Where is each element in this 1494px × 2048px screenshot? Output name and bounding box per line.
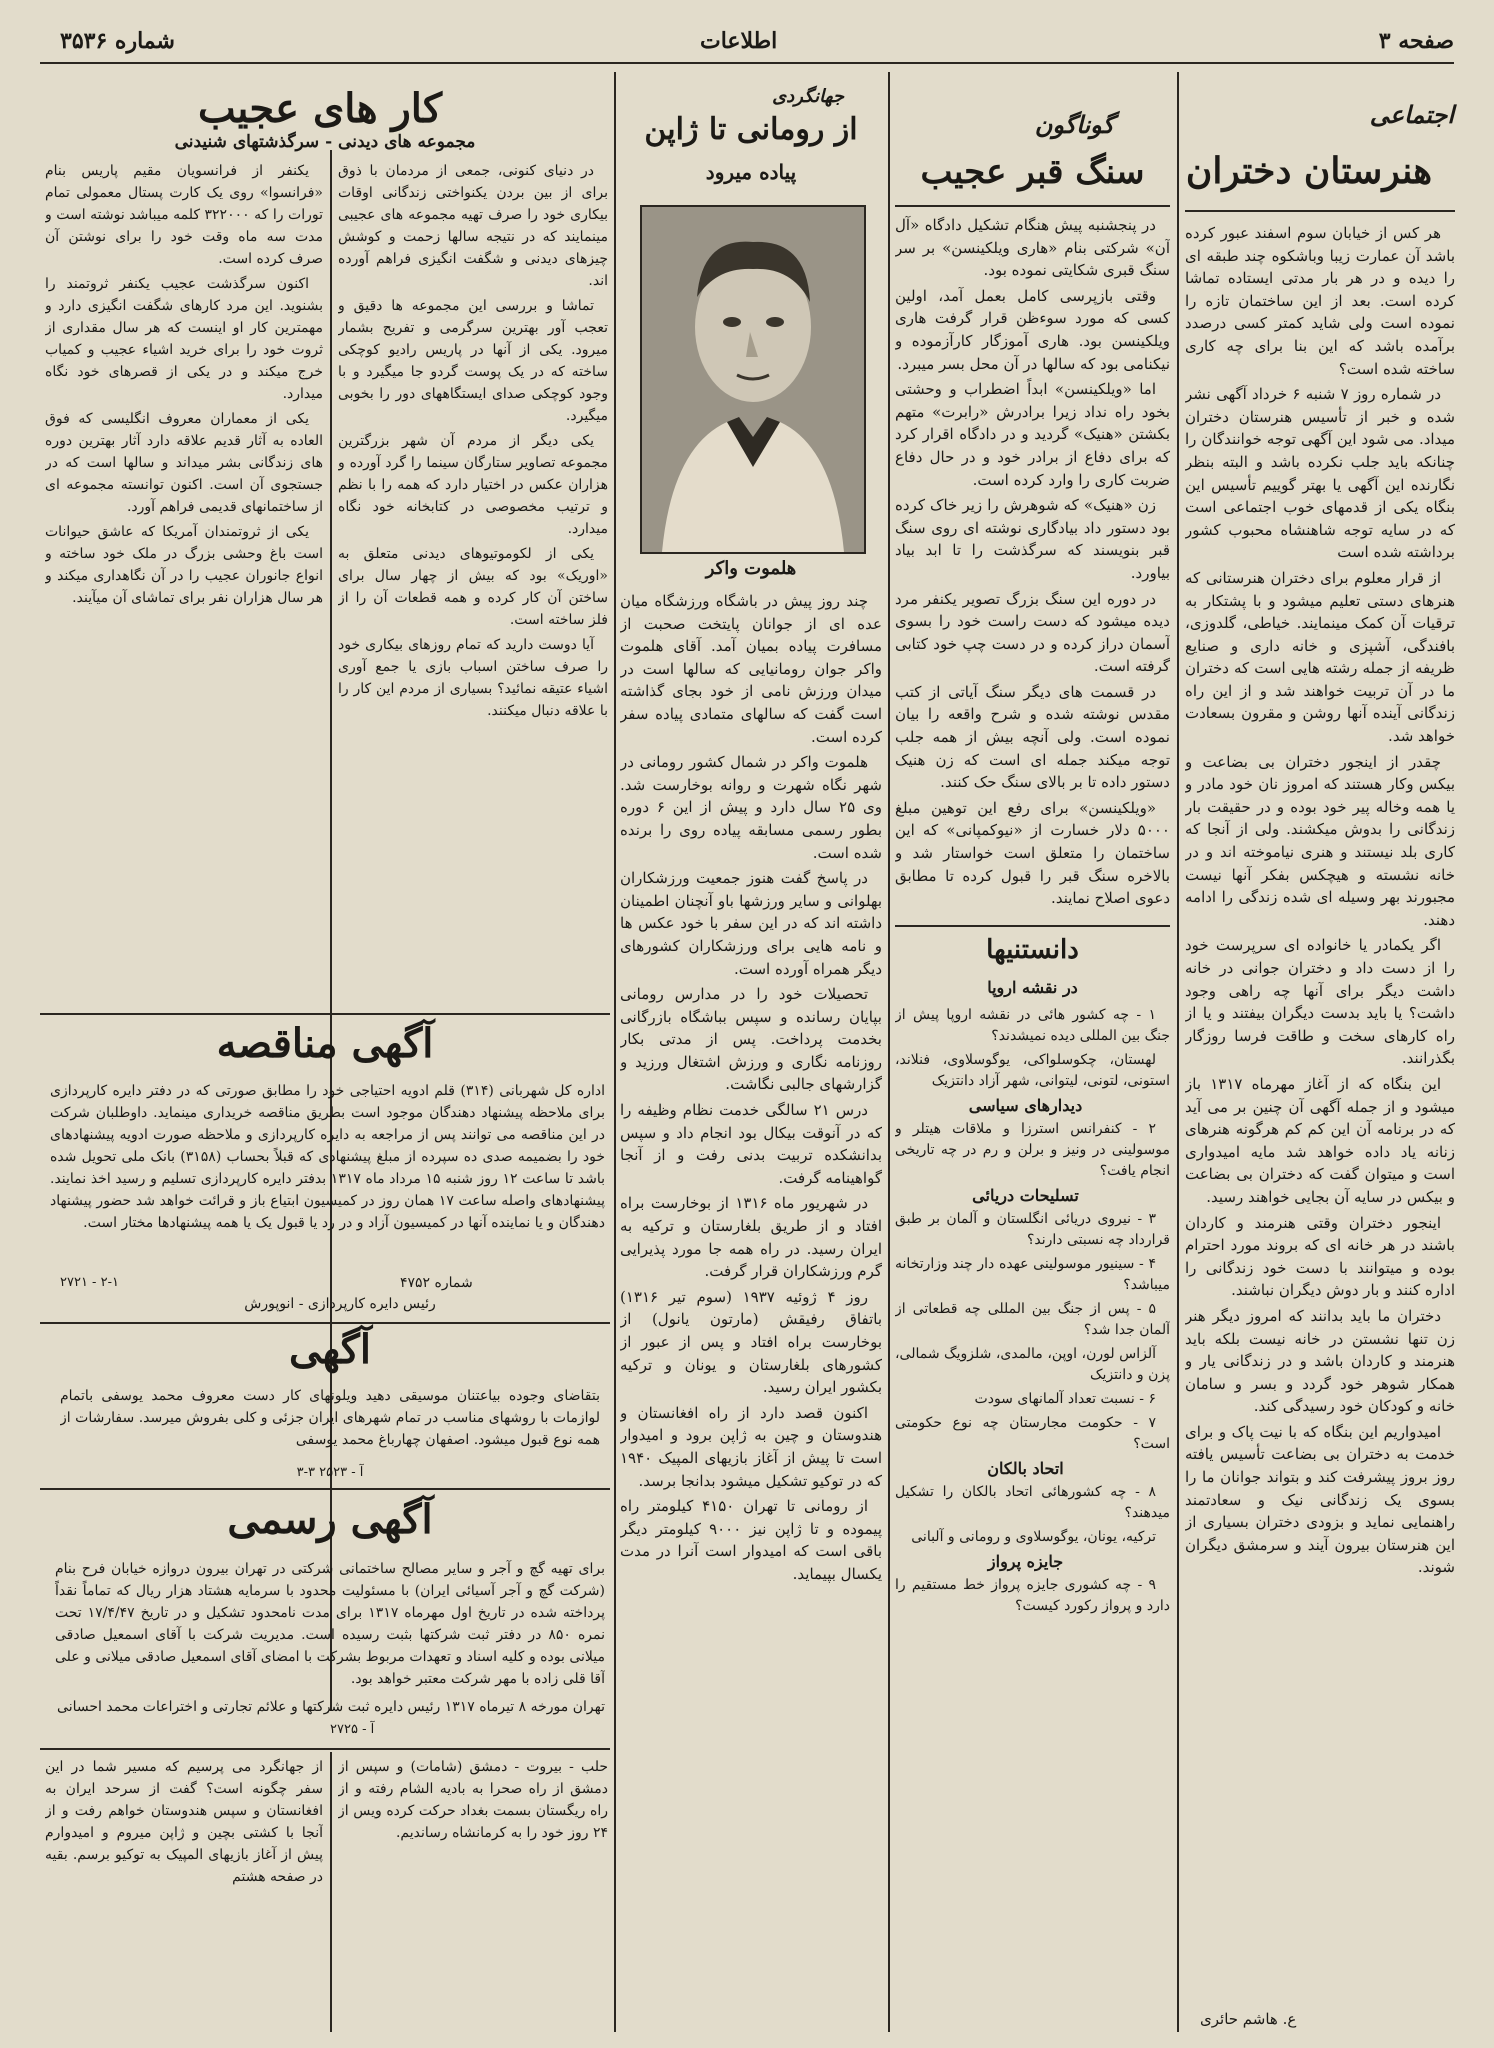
paragraph: «ویلکینسن» برای رفع این توهین مبلغ ۵۰۰۰ دلار خسارت از «نیوکمپانی» که این ساختمان را متعلق است خواستار شد و بالاخره سنگ قبر را قبول کرده تا مطابق دعوی اصلاح نمایند.: [895, 798, 1170, 908]
article-body: [620, 590, 882, 2030]
paragraph: در قسمت های دیگر سنگ آیاتی از کتب مقدس نوشته شده و شرح واقعه را بیان نموده است. ولی آنچه بیش از همه جلب توجه میکند جمله ای است که زن هنیک دستور داده تا بر بالای سنگ حک کنند.: [895, 682, 1170, 792]
article-title: از رومانی تا ژاپن: [644, 112, 858, 147]
trivia-item: ۴ - سینیور موسولینی عهده دار چند وزارتخانه میباشد؟: [895, 1256, 1170, 1293]
trivia-heading: جایزه پرواز: [987, 1552, 1064, 1571]
photo-caption: هلموت واکر: [705, 558, 797, 579]
trivia-item: ۸ - چه کشورهائی اتحاد بالکان را تشکیل میدهند؟: [895, 1484, 1170, 1521]
trivia-item: ۶ - نسبت تعداد آلمانهای سودت: [974, 1391, 1156, 1407]
paragraph: چقدر از اینجور دختران بی بضاعت و بیکس وکار هستند که امروز نان خود مادر و یا همه وخاله پیر خود بوده و در حقیقت بار زندگانی را بدوش میکشند. ولی از آنجا که کاری بلد نیستند و هنری نیاموخته اند و در خانه نشسته و هیچکس بفکر آنها نیست مجبورند بهر وسیله ای شده زندگی را ادامه دهند.: [1185, 752, 1455, 929]
continued-text-left: از جهانگرد می پرسیم که مسیر شما در این سفر چگونه است؟ گفت از سرحد ایران به افغانستان و سپس هندوستان خواهم رفت و از آنجا با کشتی بچین و ژاپن میروم و امیدوارم پیش از آغاز بازیهای المپیک به توکیو برسم. بقیه در صفحه هشتم: [45, 1759, 323, 1885]
trivia-item: ۹ - چه کشوری جایزه پرواز خط مستقیم را دارد و پرواز رکورد کیست؟: [895, 1577, 1170, 1614]
paragraph: هلموت واکر در شمال کشور رومانی در شهر نگاه شهرت و روانه بوخارست شد. وی ۲۵ سال دارد و پیش از این ۶ دوره بطور رسمی مسابقه پیاده روی را برنده شده است.: [620, 753, 882, 862]
ad-body: برای تهیه گچ و آجر و سایر مصالح ساختمانی شرکتی در تهران بیرون دروازه خیابان فرح بنام (شرکت گچ و آجر آسیائی ایران) با مسئولیت محدود با سرمایه هشتاد هزار ریال که تماماً نقداً پرداخته شده در تاریخ اول مهرماه ۱۳۱۷ برای مدت نامحدود تشکیل و در تاریخ ۱۷/۴/۴۷ تحت نمره ۸۵۰ در دفتر ثبت شرکتها بثبت رسیده است. مدیریت شرکت با آقای اسمعیل صادقی میلانی بوده و کلیه اسناد و تعهدات مربوط بشرکت با امضای آقای اسمعیل صادقی میلانی و علی آقا قلی زاده با مهر شرکت معتبر خواهد بود.: [55, 1561, 605, 1687]
article-body-right: [338, 160, 608, 1000]
paragraph: در دنیای کنونی، جمعی از مردمان با ذوق برای از بین بردن یکنواختی زندگانی اوقات بیکاری خود را صرف تهیه مجموعه های عجیبی مینمایند که در نتیجه سالها زحمت و کوشش چیزهای دیدنی و شگفت انگیزی فراهم آورده اند.: [338, 163, 608, 289]
paragraph: تحصیلات خود را در مدارس رومانی بپایان رسانده و سپس بباشگاه بازرگانی بخدمت پرداخت. پس از مدتی بکار روزنامه نگاری و ورزش اشتغال ورزید و گزارشهای جالبی نگاشت.: [620, 985, 882, 1094]
col-divider: [614, 72, 616, 2032]
paragraph: اما «ویلکینسن» ابداً اضطراب و وحشتی بخود راه نداد زیرا برادرش «رابرت» متهم بکشتن «هنیک» گردید و در دادگاه اقرار کرد که برای دفاع از برادر خود و در حال دفاع ضربت کاری را وارد کرده است.: [895, 380, 1170, 489]
ad-title: آگهی مناقصه: [216, 1020, 434, 1067]
paragraph: اینجور دختران وقتی هنرمند و کاردان باشند در هر خانه ای که بروند مورد احترام بوده و میتوانند با دست خود زندگانی را اداره کنند و بار دوش دیگران نباشند.: [1185, 1213, 1455, 1300]
header-rule: [40, 62, 1454, 64]
paragraph: روز ۴ ژوئیه ۱۹۳۷ (سوم تیر ۱۳۱۶) باتفاق رفیقش (مارتون یانول) از بوخارست براه افتاد و پس از عبور از کشورهای بلغارستان و یونان و ترکیه بکشور ایران رسید.: [620, 1287, 882, 1397]
issue-number: شماره ۳۵۳۶: [60, 28, 175, 54]
portrait-photo: [640, 205, 866, 554]
trivia-item: لهستان، چکوسلواکی، یوگوسلاوی، فنلاند، استونی، لتونی، لیتوانی، شهر آزاد دانتزیک: [895, 1052, 1170, 1089]
paragraph: هر کس از خیابان سوم اسفند عبور کرده باشد آن عمارت زیبا وباشکوه چند طبقه ای را دیده و در هر بار مدتی ایستاده تماشا کرده است. بعد از این ساختمان تازه را نموده است ولی شاید کمتر کسی درصدد برآمده باشد که این بنا برای چه کاری ساخته شده است؟: [1185, 224, 1455, 378]
ad-code: ۲۷۲۱ - ۲-۱: [60, 1275, 119, 1290]
article-body: [1185, 222, 1455, 2012]
trivia-heading: اتحاد بالکان: [987, 1459, 1064, 1478]
paragraph: در پاسخ گفت هنوز جمعیت ورزشکاران بهلوانی و سایر ورزشها باو آنچنان اطمینان داشته اند که در این سفر با خود عکس ها و نامه هایی برای ورزشکاران کشورهای دیگر همراه آورده است.: [620, 869, 882, 978]
paragraph: در پنجشنبه پیش هنگام تشکیل دادگاه «آل آن» شرکتی بنام «هاری ویلکینسن» بر سر سنگ قبری شکایتی نموده بود.: [895, 216, 1170, 280]
section-kicker: گوناگون: [1034, 110, 1114, 139]
ad-footer: تهران مورخه ۸ تیرماه ۱۳۱۷ رئیس دایره ثبت شرکتها و علائم تجارتی و اختراعات محمد احسانی: [57, 1699, 605, 1715]
paragraph: از قرار معلوم برای دختران هنرستانی که هنرهای دستی تعلیم میشود و با پشتکار به ترقیات آن کمک مینمایند. خیاطی، گلدوزی، بافندگی، آشپزی و خانه داری و صنایع ظریفه از جمله رشته هایی است که دختران ما در آن تربیت خواهند شد و از این راه زندگانی آینده آنها روشن و مقرون بسعادت خواهد شد.: [1185, 568, 1455, 746]
trivia-heading: تسلیحات دریائی: [972, 1186, 1079, 1205]
section-kicker: اجتماعی: [1369, 100, 1454, 129]
trivia-item: ترکیه، یونان، یوگوسلاوی و رومانی و آلبانی: [911, 1529, 1156, 1545]
paragraph: اگر یکمادر یا خانواده ای سرپرست خود را از دست داد و دختران جوانی در خانه داشت دیگر برای آنها چه راهی وجود داشت؟ یا باید بدست دیگران بیفتند و یا از راه کارهای سخت و طاقت فرسا روزگار بگذرانند.: [1185, 936, 1455, 1068]
masthead: اطلاعات: [700, 28, 778, 54]
article-title: کار های عجیب: [197, 85, 443, 132]
trivia-item: ۵ - پس از جنگ بین المللی چه قطعاتی از آلمان جدا شد؟: [895, 1301, 1170, 1338]
paragraph: دختران ما باید بدانند که امروز دیگر هنر زن تنها نشستن در خانه نیست بلکه باید هنرمند و کاردان باشد و در زندگانی یار و همکار شوهر خود گردد و بسر و سامان خانه و کودکان خود رسیدگی کند.: [1185, 1306, 1455, 1416]
ad-body: بتقاضای وجوده بیاعتنان موسیقی دهید ویلونهای کار دست معروف محمد یوسفی باتمام لوازمات با روشهای مناسب در تمام شهرهای ایران جزئی و کلی بفروش میرسد. سفارشات از همه نوع قبول میشود. اصفهان چهارباغ محمد یوسفی: [60, 1388, 600, 1448]
paragraph: اکنون سرگذشت عجیب یکنفر ثروتمند را بشنوید. این مرد کارهای شگفت انگیزی دارد و مهمترین کار او اینست که هر سال مقداری از ثروت خود را برای خرید اشیاء عجیب و کمیاب خرج میکند و در یکی از قصرهای خود نگاه میدارد.: [45, 276, 323, 402]
ad-title: آگهی رسمی: [227, 1496, 433, 1543]
article-title: هنرستان دختران: [1185, 150, 1433, 192]
trivia-item: ۱ - چه کشور هائی در نقشه اروپا پیش از جنگ بین المللی دیده نمیشدند؟: [895, 1007, 1170, 1044]
section-rule: [895, 925, 1170, 927]
trivia-list: [895, 1005, 1170, 2025]
paragraph: آیا دوست دارید که تمام روزهای بیکاری خود را صرف ساختن اسباب بازی یا جمع آوری اشیاء عتیقه نمائید؟ بسیاری از مردم این کار را با علاقه دنبال میکنند.: [338, 637, 608, 719]
paragraph: این بنگاه که از آغاز مهرماه ۱۳۱۷ باز میشود و از جمله آگهی آن چنین بر می آید که در برنامه آن این کم کم هرگونه هنرهای زنانه یاد داده خواهد شد مایه امیدواری است و میتوان گفت که دختران بی بضاعت و بیکس در سایه آن بجایی خواهند رسید.: [1185, 1074, 1455, 1206]
paragraph: درس ۲۱ سالگی خدمت نظام وظیفه را که در آنوقت بیکال بود انجام داد و سپس بدانشکده تربیت بدنی رفت و از آنجا گواهینامه گرفت.: [620, 1101, 882, 1187]
paragraph: یکی از لکوموتیوهای دیدنی متعلق به «اوریک» بود که بیش از چهار سال برای ساختن آن کار کرده و همه قطعات آن را از فلز ساخته است.: [338, 546, 608, 628]
ad-code: آ - ۲۷۲۵: [330, 1722, 375, 1737]
paragraph: اکنون قصد دارد از راه افغانستان و هندوستان و چین به ژاپن برود و امیدوار است تا پیش از آغاز بازیهای المپیک ۱۹۴۰ که در توکیو تشکیل میشود بدانجا برسد.: [620, 1403, 882, 1490]
col-divider: [330, 1752, 332, 2032]
continued-text-right: حلب - بیروت - دمشق (شامات) و سپس از دمشق از راه صحرا به بادیه الشام رفته و از راه ریگستان بسمت بغداد حرکت کرده ویس از ۲۴ روز خود را به کرمانشاه رساندیم.: [338, 1759, 608, 1841]
title-rule: [895, 205, 1170, 207]
paragraph: یکی دیگر از مردم آن شهر بزرگترین مجموعه تصاویر ستارگان سینما را گرد آورده و هزاران عکس در اختیار دارد که همه را با نظم و ترتیب مخصوصی در کتابخانه خود نگاه میدارد.: [338, 433, 608, 537]
paragraph: امیدواریم این بنگاه که با نیت پاک و برای خدمت به دختران بی بضاعت تأسیس یافته روز بروز پیشرفت کند و بتواند جوانان ما را بسوی یک زندگانی نیک و سعادتمند راهنمایی نماید و بزودی دختران بسیاری از این هنرستان بیرون آیند و سرمشق دیگران شوند.: [1185, 1422, 1455, 1577]
paragraph: چند روز پیش در باشگاه ورزشگاه میان عده ای از جوانان پایتخت صحبت از مسافرت پیاده بمیان آمد. آقای هلموت واکر جوان رومانیایی که سالها است در میدان ورزش نامی از خود بجای گذاشته است گفت که سالهای متمادی پیاده سفر کرده است.: [620, 592, 882, 746]
paragraph: یکی از معماران معروف انگلیسی که فوق العاده به آثار قدیم علاقه دارد آثار بهترین دوره های زندگانی بشر میداند و سالها است که در جستجوی آن است. اکنون توانسته مجموعه ای از ساختمانهای قدیمی فراهم آورد.: [45, 411, 323, 515]
paragraph: در دوره این سنگ بزرگ تصویر یکنفر مرد دیده میشود که دست راست خود را بسوی آسمان دراز کرده و در دست چپ خود کتابی گرفته است.: [895, 589, 1170, 676]
title-rule: [1185, 210, 1455, 212]
paragraph: یکی از ثروتمندان آمریکا که عاشق حیوانات است باغ وحشی بزرگ در ملک خود ساخته و انواع جانوران عجیب را در آن نگاهداری میکند و هر سال هزاران نفر برای تماشای آن میآیند.: [45, 524, 323, 606]
page-number: صفحه ۳: [1378, 28, 1454, 54]
trivia-item: ۷ - حکومت مجارستان چه نوع حکومتی است؟: [895, 1415, 1170, 1452]
bottom-rule: [40, 1748, 610, 1750]
paragraph: یکنفر از فرانسویان مقیم پاریس بنام «فرانسوا» روی یک کارت پستال معمولی تمام تورات را که ۳۲۲۰۰۰ کلمه میباشد نوشته است و مدت سه ماه وقت خود را برای نوشتن آن صرف کرده است.: [45, 163, 323, 267]
ad-rule: [40, 1488, 610, 1490]
ad-number: شماره ۴۷۵۲: [400, 1275, 473, 1291]
paragraph: زن «هنیک» که شوهرش را زیر خاک کرده بود دستور داد بیادگاری نوشته ای روی سنگ قبر بنویسند که سرگذشت را تا ابد بیاد بیاورد.: [895, 496, 1170, 582]
article-subtitle: پیاده میرود: [705, 160, 797, 184]
trivia-item: ۳ - نیروی دریائی انگلستان و آلمان بر طبق قرارداد چه نسبتی دارند؟: [895, 1211, 1170, 1248]
article-body: [895, 214, 1170, 914]
trivia-subtitle: در نقشه اروپا: [987, 978, 1078, 997]
section-kicker: جهانگردی: [772, 86, 844, 107]
col-divider: [888, 72, 890, 2032]
trivia-item: آلزاس لورن، اوپن، مالمدی، شلزویگ شمالی، پزن و دانتزیک: [895, 1346, 1170, 1383]
article-body-left: [45, 160, 323, 1000]
article-subtitle: مجموعه های دیدنی - سرگذشتهای شنیدنی: [174, 132, 476, 152]
ad-signature: رئیس دایره کارپردازی - انوپورش: [244, 1296, 436, 1312]
author-signature: ع. هاشم حائری: [1200, 2010, 1297, 2028]
article-title: سنگ قبر عجیب: [920, 152, 1145, 192]
ad-title: آگهی: [289, 1326, 371, 1373]
paragraph: در شماره روز ۷ شنبه ۶ خرداد آگهی نشر شده و خبر از تأسیس هنرستان دختران میداد. می شود این آگهی توجه خوانندگان را چنانکه باید جلب نکرده باشد و البته بنظر نگارنده این آگهی یا بهتر گوییم تأسیس این بنگاه یکی از قدمهای خوب اجتماعی است که در سایه توجه شاهنشاه محبوب کشور برداشته شده است: [1185, 385, 1455, 562]
ad-rule: [40, 1013, 610, 1015]
paragraph: از رومانی تا تهران ۴۱۵۰ کیلومتر راه پیموده و تا ژاپن نیز ۹۰۰۰ کیلومتر دیگر باقی است که امیدوار است آنرا در مدت یکسال بپیماید.: [620, 1497, 882, 1583]
trivia-title: دانستنیها: [986, 935, 1079, 965]
paragraph: در شهریور ماه ۱۳۱۶ از بوخارست براه افتاد و از طریق بلغارستان و ترکیه به ایران رسید. در راه همه جا مورد پذیرایی گرم ورزشکاران قرار گرفت.: [620, 1194, 882, 1281]
trivia-item: ۲ - کنفرانس استرزا و ملاقات هیتلر و موسولینی در ونیز و برلن و رم در چه تاریخی انجام یافت؟: [895, 1121, 1170, 1179]
ad-code: آ - ۲۵۲۳ ۳-۳: [296, 1465, 364, 1480]
trivia-heading: دیدارهای سیاسی: [968, 1096, 1083, 1115]
paragraph: تماشا و بررسی این مجموعه ها دقیق و تعجب آور بهترین سرگرمی و تفریح بشمار میرود. یکی از آنها در پاریس رادیو کوچکی ساخته که در یک پوست گردو جا میگیرد و با وجود کوچکی صدای ایستگاههای دور را بخوبی میگیرد.: [338, 298, 608, 424]
ad-rule: [40, 1322, 610, 1324]
ad-body: اداره کل شهربانی (۳۱۴) قلم ادویه احتیاجی خود را مطابق صورتی که در دفتر دایره کارپردازی برای ملاحظه پیشنهاد دهندگان موجود است بطریق مناقصه خریداری مینماید. داوطلبان شرکت در این مناقصه می توانند پس از مراجعه به دایره کارپردازی و ملاحظه صورت ادویه پیشنهادهای خود را بضمیمه صدی ده سپرده از مبلغ پیشنهادی که قبلاً بحساب (۳۱۵۸) بانک ملی تحویل شده باشد تا ساعت ۱۲ روز شنبه ۱۵ مرداد ماه ۱۳۱۷ بدفتر دایره کارپردازی تسلیم و رسید اخذ نمایند. پیشنهادهای واصله ساعت ۱۷ همان روز در کمیسیون ابتیاع باز و قرائت خواهد شد حضور پیشنهاد دهندگان و یا نماینده آنها در کمیسیون آزاد و در رد یا قبول یک یا همه پیشنهادها مختار است.: [50, 1083, 605, 1231]
col-divider: [1177, 72, 1179, 2032]
paragraph: وقتی بازپرسی کامل بعمل آمد، اولین کسی که مورد سوءظن قرار گرفت هاری ویلکینسن بود. هاری آموزگار کارآزموده و نیکنامی بود که سالها در آن محل بسر میبرد.: [895, 286, 1170, 373]
